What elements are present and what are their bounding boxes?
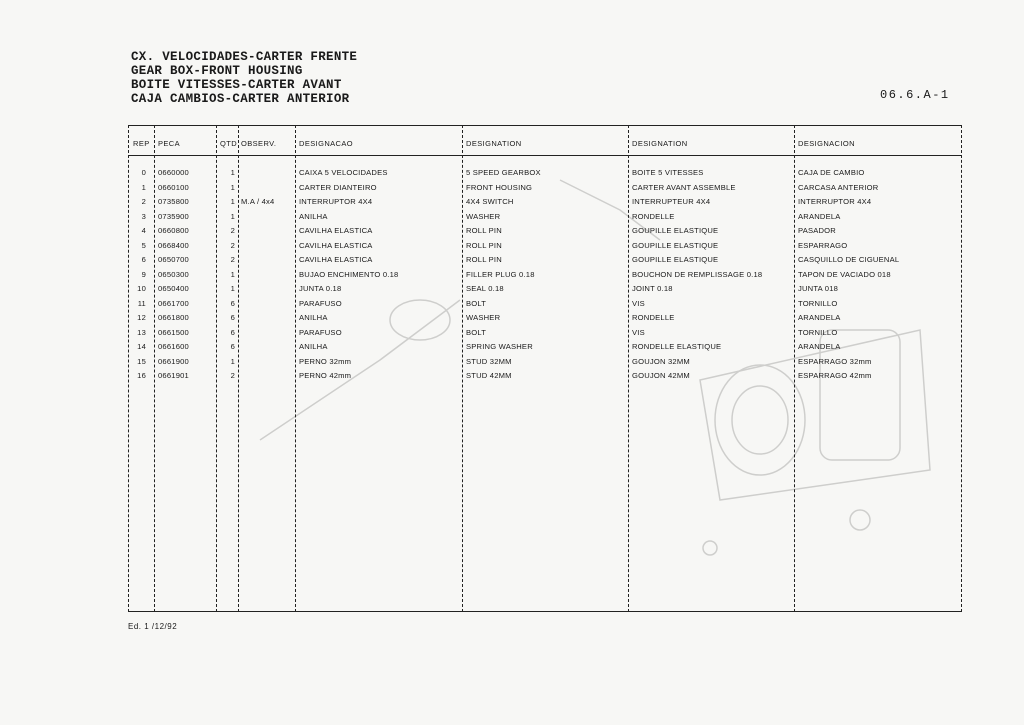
cell-qtd: 1 (230, 356, 235, 366)
cell-designacion: CASQUILLO DE CIGUENAL (798, 255, 900, 264)
cell-designacion: CAJA DE CAMBIO (798, 168, 865, 177)
cell-qtd: 6 (230, 327, 235, 337)
cell-designacao: PARAFUSO (299, 327, 342, 337)
cell-designacao: PARAFUSO (299, 298, 342, 308)
cell-qtd: 1 (230, 168, 235, 177)
cell-designation-fr: RONDELLE (632, 211, 675, 221)
cell-designation-fr: BOUCHON DE REMPLISSAGE 0.18 (632, 269, 763, 279)
cell-peca: 0735800 (158, 197, 189, 206)
cell-designation-fr: RONDELLE (632, 313, 675, 322)
cell-designation-en: SEAL 0.18 (466, 284, 504, 293)
table-row (128, 299, 962, 313)
cell-designacao: ANILHA (299, 211, 328, 221)
cell-qtd: 1 (230, 197, 235, 206)
cell-designacao: CAIXA 5 VELOCIDADES (299, 168, 388, 177)
header-rep: REP (133, 139, 150, 148)
table-row (128, 168, 962, 182)
cell-designation-en: BOLT (466, 327, 487, 337)
reference-code: 06.6.A-1 (880, 88, 950, 102)
cell-designacao: ANILHA (299, 342, 328, 351)
table-bottom-rule (128, 611, 962, 612)
header-peca: PECA (158, 139, 181, 148)
cell-peca: 0660800 (158, 226, 189, 235)
cell-designacion: CARCASA ANTERIOR (798, 182, 879, 192)
cell-peca: 0668400 (158, 240, 189, 250)
cell-designacao: CARTER DIANTEIRO (299, 182, 377, 192)
title-line-en: GEAR BOX-FRONT HOUSING (131, 64, 303, 78)
cell-designation-fr: CARTER AVANT ASSEMBLE (632, 182, 736, 192)
header-designacao: DESIGNACAO (299, 139, 354, 148)
cell-rep: 5 (141, 240, 146, 250)
cell-designacion: ESPARRAGO 32mm (798, 356, 872, 366)
cell-designation-en: WASHER (466, 211, 501, 221)
cell-peca: 0660100 (158, 182, 189, 192)
cell-qtd: 1 (230, 269, 235, 279)
catalog-title (131, 50, 357, 106)
cell-rep: 2 (141, 197, 146, 206)
cell-designacion: ESPARRAGO (798, 240, 848, 250)
cell-qtd: 2 (230, 255, 235, 264)
cell-designacao: BUJAO ENCHIMENTO 0.18 (299, 269, 399, 279)
cell-designation-fr: GOUPILLE ELASTIQUE (632, 240, 719, 250)
table-row (128, 183, 962, 197)
cell-designation-en: FRONT HOUSING (466, 182, 533, 192)
cell-rep: 12 (137, 313, 146, 322)
parts-table (128, 125, 962, 612)
cell-designation-fr: RONDELLE ELASTIQUE (632, 342, 722, 351)
cell-designacion: TAPON DE VACIADO 018 (798, 269, 891, 279)
cell-rep: 1 (141, 182, 146, 192)
cell-designacion: ESPARRAGO 42mm (798, 371, 872, 380)
cell-designation-fr: GOUPILLE ELASTIQUE (632, 226, 719, 235)
cell-peca: 0661800 (158, 313, 189, 322)
cell-designacao: CAVILHA ELASTICA (299, 255, 373, 264)
cell-qtd: 1 (230, 284, 235, 293)
cell-rep: 0 (141, 168, 146, 177)
header-rule (128, 155, 962, 156)
cell-designation-fr: VIS (632, 327, 645, 337)
cell-designacao: JUNTA 0.18 (299, 284, 342, 293)
cell-peca: 0735900 (158, 211, 189, 221)
cell-designation-en: ROLL PIN (466, 226, 502, 235)
cell-designation-fr: GOUJON 32MM (632, 356, 690, 366)
cell-designacion: TORNILLO (798, 298, 838, 308)
cell-designacion: PASADOR (798, 226, 836, 235)
cell-designacao: CAVILHA ELASTICA (299, 240, 373, 250)
cell-peca: 0661500 (158, 327, 189, 337)
cell-qtd: 1 (230, 211, 235, 221)
cell-designation-fr: GOUJON 42MM (632, 371, 690, 380)
cell-peca: 0661700 (158, 298, 189, 308)
header-designation-fr: DESIGNATION (632, 139, 688, 148)
cell-designacao: PERNO 42mm (299, 371, 352, 380)
cell-designation-en: BOLT (466, 298, 487, 308)
cell-designation-en: FILLER PLUG 0.18 (466, 269, 535, 279)
cell-peca: 0661901 (158, 371, 189, 380)
cell-designacion: ARANDELA (798, 342, 841, 351)
cell-peca: 0660000 (158, 168, 189, 177)
edition-date: Ed. 1 /12/92 (128, 622, 178, 631)
cell-qtd: 6 (230, 298, 235, 308)
cell-qtd: 1 (230, 182, 235, 192)
cell-qtd: 2 (230, 240, 235, 250)
table-row (128, 313, 962, 327)
header-designacion: DESIGNACION (798, 139, 855, 148)
cell-designation-fr: GOUPILLE ELASTIQUE (632, 255, 719, 264)
table-row (128, 212, 962, 226)
cell-rep: 13 (137, 327, 146, 337)
header-observ: OBSERV. (241, 139, 277, 148)
table-row (128, 371, 962, 385)
cell-rep: 16 (137, 371, 146, 380)
cell-designacao: INTERRUPTOR 4X4 (299, 197, 373, 206)
table-row (128, 226, 962, 240)
cell-designation-en: 4X4 SWITCH (466, 197, 514, 206)
cell-rep: 11 (137, 298, 146, 308)
table-row (128, 270, 962, 284)
cell-rep: 3 (141, 211, 146, 221)
cell-designation-fr: INTERRUPTEUR 4X4 (632, 197, 711, 206)
cell-designation-fr: BOITE 5 VITESSES (632, 168, 704, 177)
table-row (128, 255, 962, 269)
table-row (128, 284, 962, 298)
cell-qtd: 2 (230, 371, 235, 380)
cell-designation-en: STUD 32MM (466, 356, 512, 366)
cell-observ: M.A / 4x4 (241, 197, 275, 206)
cell-designation-en: STUD 42MM (466, 371, 512, 380)
table-top-rule (128, 125, 962, 126)
cell-qtd: 2 (230, 226, 235, 235)
table-row (128, 357, 962, 371)
cell-designacion: JUNTA 018 (798, 284, 839, 293)
cell-rep: 9 (141, 269, 146, 279)
cell-qtd: 6 (230, 313, 235, 322)
cell-designacao: PERNO 32mm (299, 356, 352, 366)
header-designation-en: DESIGNATION (466, 139, 522, 148)
title-line-es: CAJA CAMBIOS-CARTER ANTERIOR (131, 92, 350, 106)
table-row (128, 328, 962, 342)
cell-designation-en: SPRING WASHER (466, 342, 533, 351)
cell-designation-en: ROLL PIN (466, 255, 502, 264)
title-line-fr: BOITE VITESSES-CARTER AVANT (131, 78, 342, 92)
title-line-pt: CX. VELOCIDADES-CARTER FRENTE (131, 50, 358, 64)
cell-designacion: INTERRUPTOR 4X4 (798, 197, 872, 206)
cell-designacion: ARANDELA (798, 313, 841, 322)
table-row (128, 241, 962, 255)
cell-rep: 10 (137, 284, 146, 293)
cell-designacao: CAVILHA ELASTICA (299, 226, 373, 235)
cell-rep: 6 (141, 255, 146, 264)
cell-designacao: ANILHA (299, 313, 328, 322)
cell-designation-fr: VIS (632, 298, 645, 308)
cell-qtd: 6 (230, 342, 235, 351)
cell-designation-en: 5 SPEED GEARBOX (466, 168, 541, 177)
cell-rep: 4 (141, 226, 146, 235)
cell-peca: 0661600 (158, 342, 189, 351)
cell-rep: 14 (137, 342, 146, 351)
cell-designacion: ARANDELA (798, 211, 841, 221)
cell-designation-en: WASHER (466, 313, 501, 322)
cell-peca: 0650700 (158, 255, 189, 264)
cell-peca: 0650300 (158, 269, 189, 279)
header-qtd: QTD (220, 139, 238, 148)
cell-peca: 0661900 (158, 356, 189, 366)
cell-designation-fr: JOINT 0.18 (632, 284, 673, 293)
cell-peca: 0650400 (158, 284, 189, 293)
cell-rep: 15 (137, 356, 146, 366)
table-row (128, 342, 962, 356)
cell-designacion: TORNILLO (798, 327, 838, 337)
table-row (128, 197, 962, 211)
cell-designation-en: ROLL PIN (466, 240, 502, 250)
